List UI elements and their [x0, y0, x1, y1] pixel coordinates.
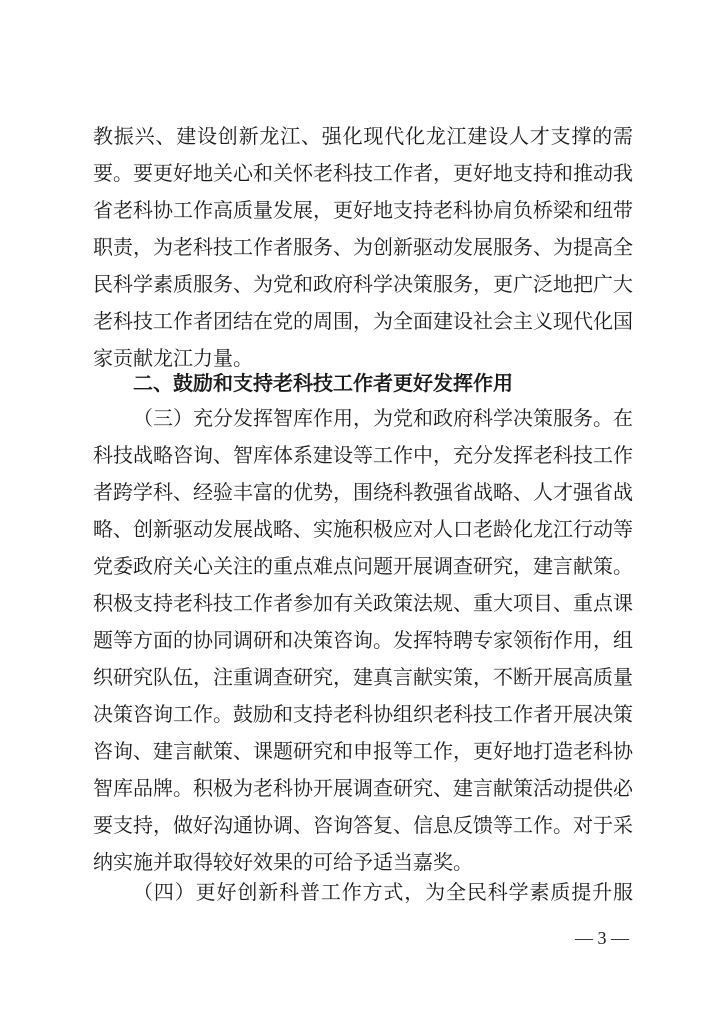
paragraph-line: 老科技工作者团结在党的周围，为全面建设社会主义现代化国 — [93, 309, 633, 333]
paragraph-line: 者跨学科、经验丰富的优势，围绕科教强省战略、人才强省战 — [93, 480, 633, 504]
paragraph-line: 略、创新驱动发展战略、实施积极应对人口老龄化龙江行动等 — [93, 517, 633, 541]
paragraph-line: 决策咨询工作。鼓励和支持老科协组织老科技工作者开展决策 — [93, 702, 633, 726]
paragraph-line: 织研究队伍，注重调查研究，建真言献实策，不断开展高质量 — [93, 665, 633, 689]
paragraph-line: 教振兴、建设创新龙江、强化现代化龙江建设人才支撑的需 — [93, 124, 633, 148]
paragraph-line: （三）充分发挥智库作用，为党和政府科学决策服务。在 — [133, 406, 633, 430]
paragraph-line: （四）更好创新科普工作方式，为全民科学素质提升服 — [133, 880, 633, 904]
paragraph-line: 题等方面的协同调研和决策咨询。发挥特聘专家领衔作用，组 — [93, 628, 633, 652]
paragraph-line: 党委政府关心关注的重点难点问题开展调查研究，建言献策。 — [93, 554, 633, 578]
paragraph-line: 纳实施并取得较好效果的可给予适当嘉奖。 — [93, 850, 473, 874]
paragraph-line: 家贡献龙江力量。 — [93, 346, 253, 370]
paragraph-line: 智库品牌。积极为老科协开展调查研究、建言献策活动提供必 — [93, 776, 633, 800]
paragraph-line: 职责，为老科技工作者服务、为创新驱动发展服务、为提高全 — [93, 235, 633, 259]
paragraph-line: 咨询、建言献策、课题研究和申报等工作，更好地打造老科协 — [93, 739, 633, 763]
paragraph-line: 积极支持老科技工作者参加有关政策法规、重大项目、重点课 — [93, 591, 633, 615]
paragraph-line: 科技战略咨询、智库体系建设等工作中，充分发挥老科技工作 — [93, 443, 633, 467]
paragraph-line: 要支持，做好沟通协调、咨询答复、信息反馈等工作。对于采 — [93, 813, 633, 837]
paragraph-1 — [93, 118, 633, 377]
page-number: — 3 — — [575, 928, 629, 948]
section-heading-container — [93, 365, 633, 402]
section-heading: 二、鼓励和支持老科技工作者更好发挥作用 — [133, 371, 513, 395]
paragraph-line: 要。要更好地关心和关怀老科技工作者，更好地支持和推动我 — [93, 161, 633, 185]
paragraph-2 — [93, 400, 633, 881]
paragraph-3 — [93, 874, 633, 911]
paragraph-line: 省老科协工作高质量发展，更好地支持老科协肩负桥梁和纽带 — [93, 198, 633, 222]
paragraph-line: 民科学素质服务、为党和政府科学决策服务，更广泛地把广大 — [93, 272, 633, 296]
